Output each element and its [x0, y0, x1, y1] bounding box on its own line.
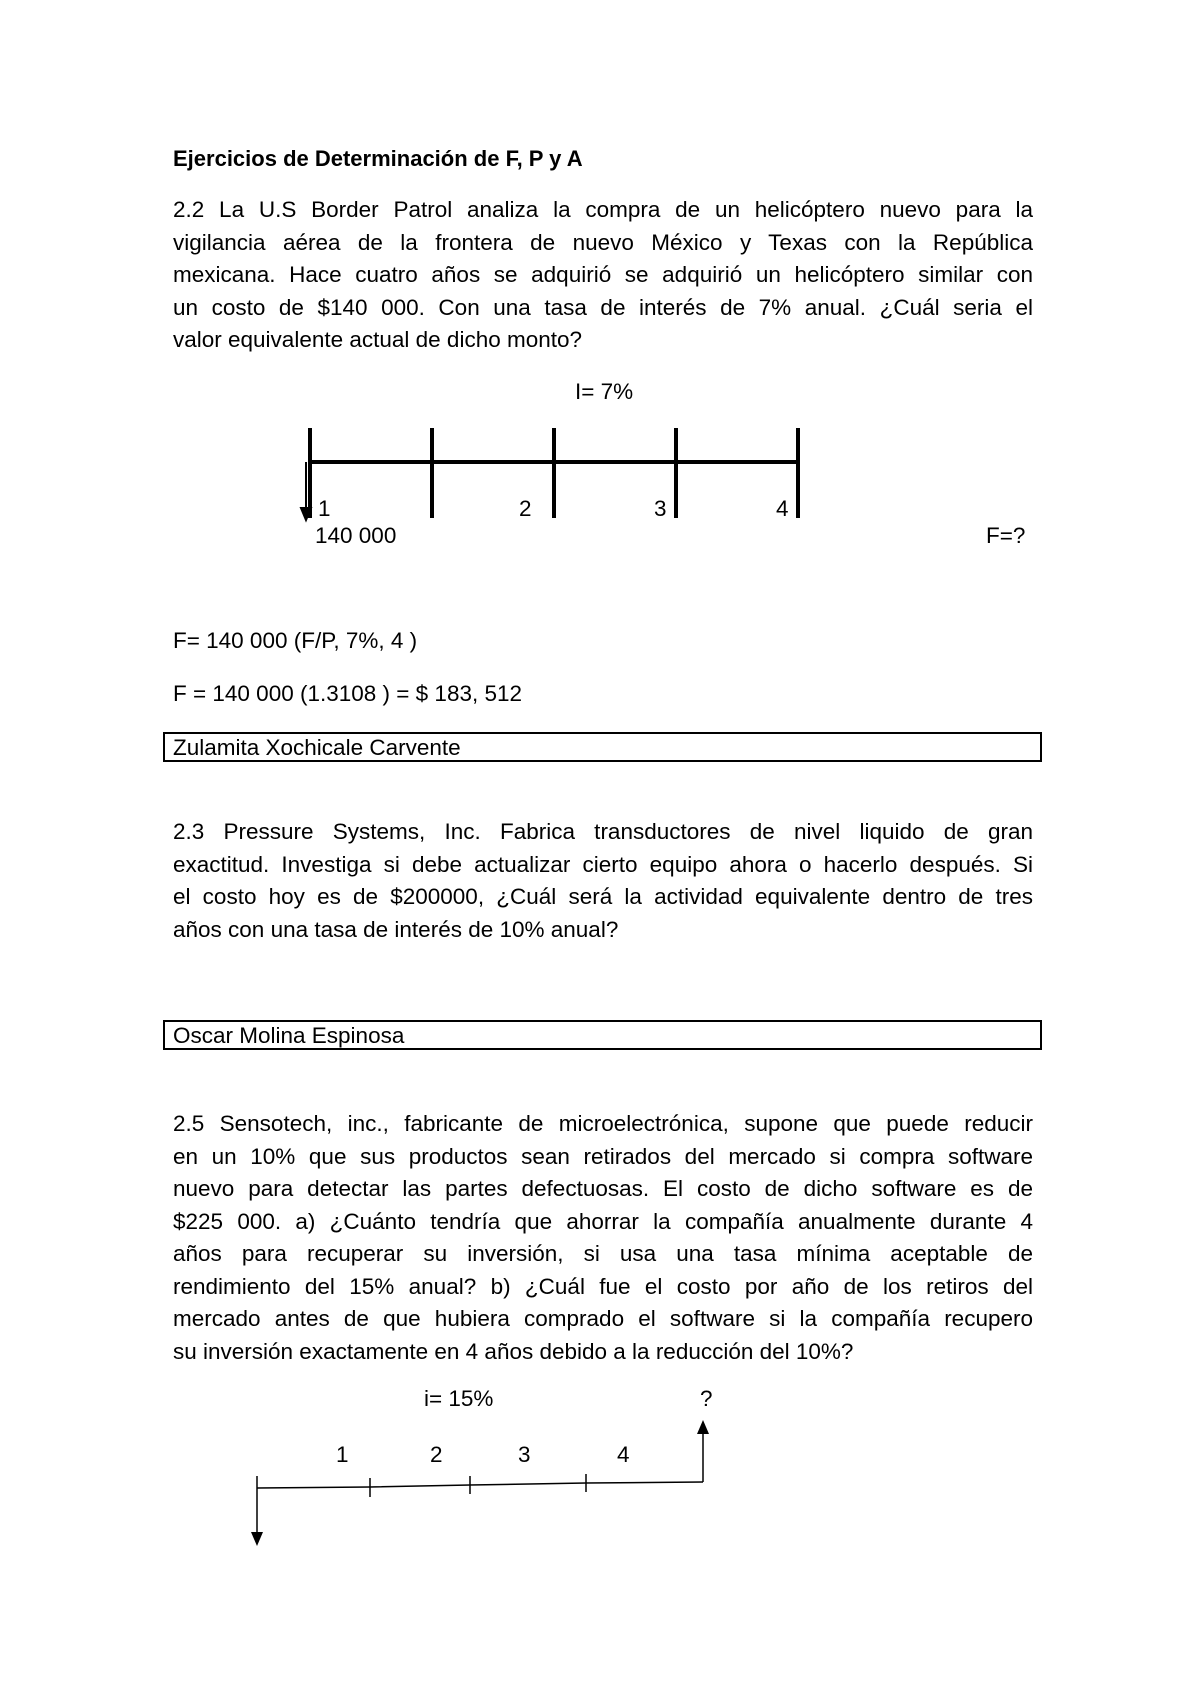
unknown-value-label: ?	[700, 1386, 713, 1411]
text-line: valor equivalente actual de dicho monto?	[173, 327, 583, 352]
present-value-label: 140 000	[315, 523, 397, 548]
text-line: 2.2 La U.S Border Patrol analiza la compra de un helicóptero nuevo para la	[173, 197, 1033, 222]
text-line: su inversión exactamente en 4 años debido a la reducción del 10%?	[173, 1338, 854, 1364]
formula-line: F= 140 000 (F/P, 7%, 4 )	[173, 628, 418, 653]
page-title: Ejercicios de Determinación de F, P y A	[173, 146, 583, 171]
problem-2-5-text	[173, 1108, 1033, 1368]
period-label: 3	[518, 1442, 531, 1467]
down-arrow-icon	[301, 508, 311, 520]
period-label: 2	[430, 1442, 443, 1467]
down-arrow-icon	[251, 1532, 263, 1546]
text-line: 2.3 Pressure Systems, Inc. Fabrica transductores de nivel liquido de gran	[173, 819, 1033, 844]
text-line: rendimiento del 15% anual? b) ¿Cuál fue el costo por año de los retiros del	[173, 1273, 1033, 1299]
text-line: mexicana. Hace cuatro años se adquirió se adquirió un helicóptero similar con	[173, 262, 1033, 287]
text-line: el costo hoy es de $200000, ¿Cuál será la actividad equivalente dentro de tres	[173, 884, 1033, 909]
formula-result: F = 140 000 (1.3108 ) = $ 183, 512	[173, 681, 523, 706]
timeline-axis	[257, 1482, 703, 1488]
future-value-label: F=?	[986, 523, 1026, 548]
period-label: 4	[776, 496, 789, 521]
period-label: 3	[654, 496, 667, 521]
text-line: mercado antes de que hubiera comprado el software si la compañía recupero	[173, 1306, 1033, 1331]
interest-rate-label: i= 15%	[424, 1386, 494, 1411]
interest-rate-label: I= 7%	[575, 379, 634, 404]
text-line: nuevo para detectar las partes defectuosas. El costo de dicho software es de	[173, 1176, 1033, 1201]
author-box	[163, 732, 1042, 762]
author-name: Oscar Molina Espinosa	[173, 1023, 405, 1048]
period-label: 4	[617, 1442, 630, 1467]
text-line: $225 000. a) ¿Cuánto tendría que ahorrar la compañía anualmente durante 4	[173, 1208, 1033, 1234]
author-box	[163, 1020, 1042, 1050]
period-label: 1	[318, 496, 331, 521]
author-name: Zulamita Xochicale Carvente	[173, 735, 461, 760]
text-line: un costo de $140 000. Con una tasa de interés de 7% anual. ¿Cuál seria el	[173, 294, 1033, 320]
problem-2-3-text	[173, 816, 1033, 946]
text-line: exactitud. Investiga si debe actualizar cierto equipo ahora o hacerlo después. Si	[173, 851, 1033, 877]
problem-2-2-text	[173, 194, 1033, 357]
period-label: 1	[336, 1442, 349, 1467]
text-line: años con una tasa de interés de 10% anual?	[173, 916, 619, 942]
text-line: 2.5 Sensotech, inc., fabricante de microelectrónica, supone que puede reducir	[173, 1111, 1033, 1136]
text-line: en un 10% que sus productos sean retirados del mercado si compra software	[173, 1143, 1033, 1169]
text-line: años para recuperar su inversión, si usa una tasa mínima aceptable de	[173, 1241, 1033, 1266]
up-arrow-icon	[697, 1420, 709, 1434]
text-line: vigilancia aérea de la frontera de nuevo México y Texas con la República	[173, 229, 1033, 255]
period-label: 2	[519, 496, 532, 521]
